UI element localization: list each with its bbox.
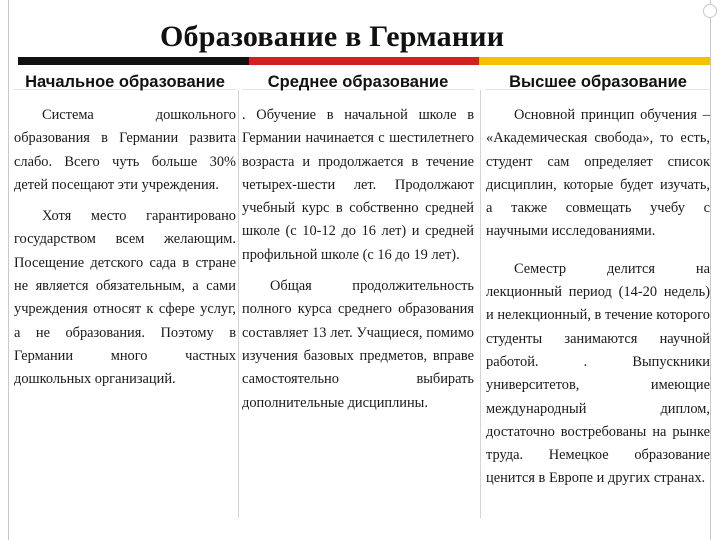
column-higher-education [486,72,710,491]
column-divider-2 [480,90,481,518]
left-border-rule [8,0,9,540]
page-title: Образование в Германии [160,20,505,53]
flag-stripe-red [249,57,480,65]
column-body-higher [486,104,710,491]
paragraph: Основной принцип обучения – «Академическая свобода», то есть, студент сам определяет список дисциплин, которые будет изучать, а также совмещать учебу с научными исследованиями. [486,107,710,240]
column-primary-education [14,72,236,392]
paragraph: Система дошкольного образования в Германии развита слабо. Всего чуть больше 30% детей посещают эти учреждения. [14,107,236,193]
paragraph: . Обучение в начальной школе в Германии начинается с шестилетнего возраста и продолжается в течение четырех-шести лет. Продолжают учебный курс в собственно средней школе (с 10-12 до 16 лет) и средней профильной школе (с 16 до 19 лет). [242,107,474,263]
column-divider-1 [238,90,239,518]
paragraph: Хотя место гарантировано государством всем желающим. Посещение детского сада в стране не является обязательным, а сами учреждения относят к сфере услуг, а не образования. Поэтому в Германии много частных дошкольных организаций. [14,208,236,388]
german-flag-bar [18,57,710,65]
column-body-secondary [242,104,474,415]
flag-stripe-gold [479,57,710,65]
column-body-primary [14,104,236,392]
column-secondary-education [242,72,474,415]
column-heading-primary: Начальное образование [25,73,225,91]
corner-circle-marker [703,4,717,18]
paragraph: Семестр делится на лекционный период (14-20 недель) и нелекционный, в течение которого студенты занимаются научной работой. . Выпускники университетов, имеющие международный диплом, достаточно востребованы на рынке труда. Немецкое образование ценится в Европе и других странах. [486,260,710,487]
column-heading-secondary: Среднее образование [267,73,449,91]
right-border-rule [710,0,711,540]
paragraph: Общая продолжительность полного курса среднего образования составляет 13 лет. Учащиеся, помимо изучения базовых предметов, вправе самостоятельно выбирать дополнительные дисциплины. [242,278,474,411]
column-heading-higher: Высшее образование [509,73,687,91]
flag-stripe-black [18,57,249,65]
